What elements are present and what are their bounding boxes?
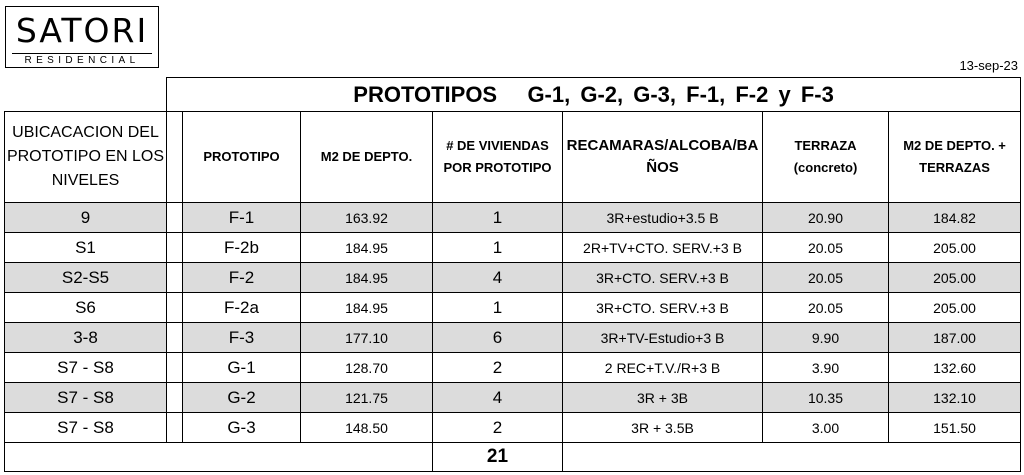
- cell-terraza: 10.35: [763, 383, 889, 413]
- cell-gap: [167, 203, 183, 233]
- cell-nivel: S7 - S8: [5, 413, 167, 443]
- cell-m2-total: 132.60: [889, 353, 1021, 383]
- total-blank-right: [563, 443, 1021, 472]
- cell-recamaras: 3R+TV-Estudio+3 B: [563, 323, 763, 353]
- cell-m2-total: 151.50: [889, 413, 1021, 443]
- header-row: [5, 112, 1021, 203]
- logo-wordmark: SATORI: [15, 11, 149, 50]
- header-prototipo: PROTOTIPO: [183, 112, 301, 203]
- table-row: [5, 233, 1021, 263]
- cell-nivel: 3-8: [5, 323, 167, 353]
- cell-viviendas: 2: [433, 413, 563, 443]
- cell-recamaras: 3R + 3B: [563, 383, 763, 413]
- cell-recamaras: 2R+TV+CTO. SERV.+3 B: [563, 233, 763, 263]
- cell-terraza: 20.05: [763, 233, 889, 263]
- cell-gap: [167, 383, 183, 413]
- cell-prototipo: F-2b: [183, 233, 301, 263]
- cell-terraza: 20.05: [763, 263, 889, 293]
- cell-prototipo: F-3: [183, 323, 301, 353]
- table-row: [5, 263, 1021, 293]
- cell-m2: 184.95: [301, 233, 433, 263]
- table-row: [5, 293, 1021, 323]
- cell-gap: [167, 233, 183, 263]
- logo-subtitle: RESIDENCIAL: [24, 55, 140, 66]
- cell-m2-total: 132.10: [889, 383, 1021, 413]
- logo-divider: [12, 53, 152, 54]
- cell-m2: 121.75: [301, 383, 433, 413]
- cell-recamaras: 3R+estudio+3.5 B: [563, 203, 763, 233]
- prototypes-table: [4, 77, 1021, 472]
- cell-gap: [167, 413, 183, 443]
- document-date: 13-sep-23: [959, 58, 1018, 73]
- cell-gap: [167, 263, 183, 293]
- cell-nivel: S7 - S8: [5, 383, 167, 413]
- table-row: [5, 413, 1021, 443]
- cell-m2-total: 184.82: [889, 203, 1021, 233]
- cell-gap: [167, 293, 183, 323]
- cell-prototipo: G-3: [183, 413, 301, 443]
- total-blank-left: [5, 443, 433, 472]
- header-terraza: TERRAZA (concreto): [763, 112, 889, 203]
- satori-logo: [5, 6, 159, 68]
- cell-nivel: S7 - S8: [5, 353, 167, 383]
- cell-viviendas: 4: [433, 263, 563, 293]
- cell-m2-total: 205.00: [889, 233, 1021, 263]
- total-row: [5, 443, 1021, 472]
- cell-terraza: 9.90: [763, 323, 889, 353]
- cell-prototipo: F-2: [183, 263, 301, 293]
- cell-terraza: 20.05: [763, 293, 889, 323]
- cell-nivel: S1: [5, 233, 167, 263]
- cell-viviendas: 1: [433, 233, 563, 263]
- cell-m2-total: 205.00: [889, 293, 1021, 323]
- table-row: [5, 323, 1021, 353]
- cell-prototipo: G-2: [183, 383, 301, 413]
- cell-nivel: 9: [5, 203, 167, 233]
- table-row: [5, 353, 1021, 383]
- cell-nivel: S2-S5: [5, 263, 167, 293]
- cell-m2: 177.10: [301, 323, 433, 353]
- header-recamaras: RECAMARAS/ALCOBA/BAÑOS: [563, 112, 763, 203]
- cell-viviendas: 4: [433, 383, 563, 413]
- cell-terraza: 20.90: [763, 203, 889, 233]
- cell-viviendas: 6: [433, 323, 563, 353]
- cell-terraza: 3.00: [763, 413, 889, 443]
- cell-m2: 184.95: [301, 293, 433, 323]
- cell-terraza: 3.90: [763, 353, 889, 383]
- header-gap: [167, 112, 183, 203]
- cell-m2: 163.92: [301, 203, 433, 233]
- table-title: PROTOTIPOS G-1, G-2, G-3, F-1, F-2 y F-3: [167, 78, 1021, 112]
- table-row: [5, 383, 1021, 413]
- header-viviendas: # DE VIVIENDAS POR PROTOTIPO: [433, 112, 563, 203]
- cell-m2: 148.50: [301, 413, 433, 443]
- table-row: [5, 203, 1021, 233]
- title-blank-cell: [5, 78, 167, 112]
- cell-gap: [167, 353, 183, 383]
- cell-recamaras: 2 REC+T.V./R+3 B: [563, 353, 763, 383]
- cell-recamaras: 3R + 3.5B: [563, 413, 763, 443]
- cell-m2: 128.70: [301, 353, 433, 383]
- cell-viviendas: 2: [433, 353, 563, 383]
- cell-prototipo: G-1: [183, 353, 301, 383]
- cell-m2-total: 187.00: [889, 323, 1021, 353]
- cell-m2-total: 205.00: [889, 263, 1021, 293]
- total-viviendas: 21: [433, 443, 563, 472]
- cell-nivel: S6: [5, 293, 167, 323]
- cell-prototipo: F-2a: [183, 293, 301, 323]
- header-m2: M2 DE DEPTO.: [301, 112, 433, 203]
- cell-viviendas: 1: [433, 203, 563, 233]
- cell-m2: 184.95: [301, 263, 433, 293]
- title-row: [5, 78, 1021, 112]
- cell-recamaras: 3R+CTO. SERV.+3 B: [563, 293, 763, 323]
- cell-recamaras: 3R+CTO. SERV.+3 B: [563, 263, 763, 293]
- cell-gap: [167, 323, 183, 353]
- cell-prototipo: F-1: [183, 203, 301, 233]
- cell-viviendas: 1: [433, 293, 563, 323]
- header-m2-total: M2 DE DEPTO. + TERRAZAS: [889, 112, 1021, 203]
- header-ubicacion: UBICACACION DEL PROTOTIPO EN LOS NIVELES: [5, 112, 167, 203]
